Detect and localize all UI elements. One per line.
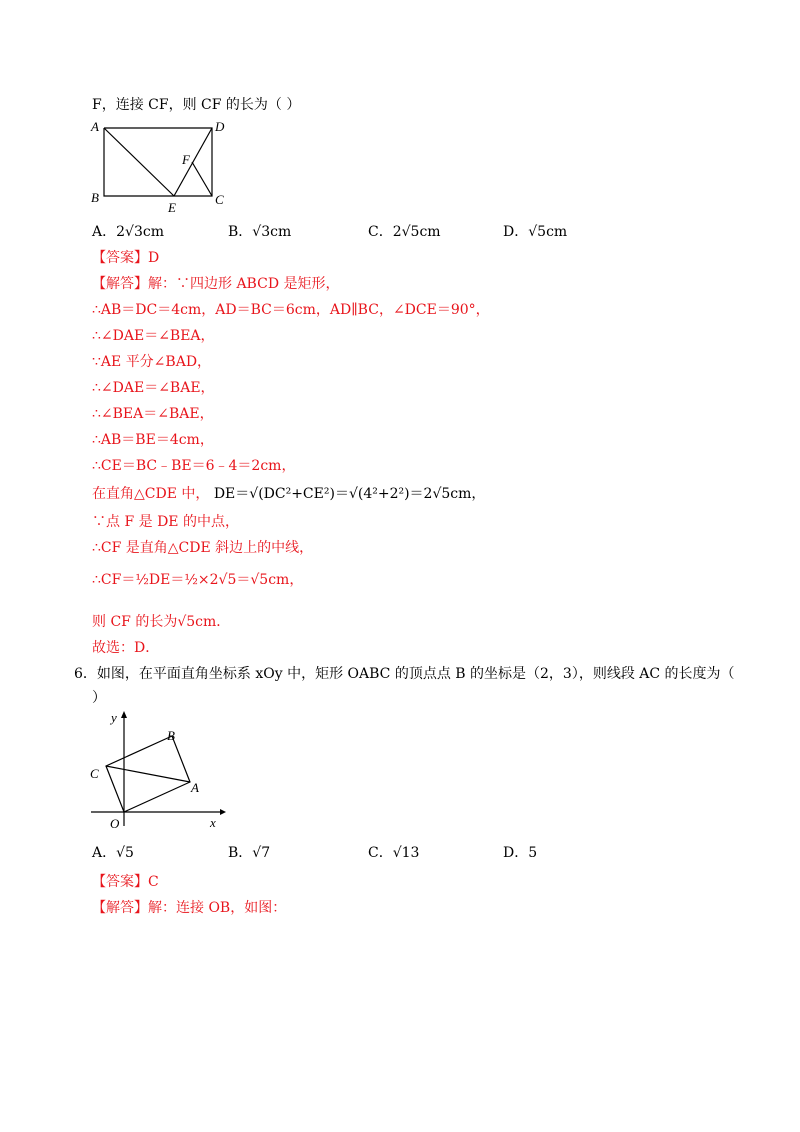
label-x: x — [210, 815, 216, 830]
q5-solution-line: ∵点 F 是 DE 的中点， — [92, 514, 239, 530]
label-y: y — [111, 710, 117, 725]
q5-solution-line: ∴CF 是直角△CDE 斜边上的中线， — [92, 540, 314, 556]
label-E: E — [168, 200, 176, 214]
q5-solution-line: 【解答】解：∵四边形 ABCD 是矩形， — [92, 276, 340, 292]
label-B: B — [167, 728, 175, 743]
question-6-stem: 6．如图，在平面直角坐标系 xOy 中，矩形 OABC 的顶点点 B 的坐标是（2，3），则线段 AC 的长度为（ — [74, 666, 735, 682]
q5-option-d[interactable]: D．√5cm — [503, 224, 568, 240]
q5-solution-line: ∴AB＝BE＝4cm， — [92, 432, 214, 448]
q5-de-line — [92, 484, 485, 504]
q6-option-c[interactable]: C．√13 — [368, 845, 420, 861]
de-formula: DE＝√(DC²+CE²)＝√(4²+2²)＝2√5cm， — [213, 486, 486, 502]
q6-solution: 【解答】解：连接 OB，如图： — [92, 900, 287, 916]
q5-option-a[interactable]: A．2√3cm — [92, 224, 164, 240]
question-6-stem-cont: ） — [92, 690, 106, 706]
label-C: C — [90, 766, 99, 781]
q5-option-c[interactable]: C．2√5cm — [368, 224, 441, 240]
q5-option-b[interactable]: B．√3cm — [228, 224, 292, 240]
label-D: D — [215, 119, 225, 134]
label-B: B — [91, 190, 99, 205]
de-prefix: 在直角△CDE 中， — [92, 486, 210, 502]
q5-solution-line: ∴∠DAE＝∠BEA， — [92, 328, 215, 344]
question-5-intro: F，连接 CF，则 CF 的长为（ ） — [92, 97, 301, 113]
q6-answer: 【答案】C — [92, 874, 159, 890]
q6-option-b[interactable]: B．√7 — [228, 845, 271, 861]
q5-solution-line: ∴AB＝DC＝4cm，AD＝BC＝6cm，AD∥BC，∠DCE＝90°， — [92, 302, 490, 318]
label-F: F — [182, 152, 190, 167]
q5-solution-line: ∵AE 平分∠BAD， — [92, 354, 212, 370]
q5-solution-line: ∴∠DAE＝∠BAE， — [92, 380, 215, 396]
q5-choose: 故选：D． — [92, 640, 160, 656]
q5-solution-line: ∴∠BEA＝∠BAE， — [92, 406, 214, 422]
q6-option-a[interactable]: A．√5 — [92, 845, 134, 861]
q5-answer: 【答案】D — [92, 250, 160, 266]
coordinate-figure — [88, 706, 228, 834]
q6-option-d[interactable]: D．5 — [503, 845, 538, 861]
q5-cf-formula: ∴CF＝½DE＝½×2√5＝√5cm， — [92, 572, 304, 588]
label-A: A — [91, 119, 99, 134]
q5-solution-line: ∴CE＝BC﹣BE＝6﹣4＝2cm， — [92, 458, 296, 474]
label-C: C — [215, 192, 224, 207]
rectangle-figure — [88, 118, 238, 214]
label-A: A — [191, 780, 199, 795]
q5-conclusion: 则 CF 的长为√5cm． — [92, 614, 231, 630]
label-O: O — [110, 816, 120, 831]
